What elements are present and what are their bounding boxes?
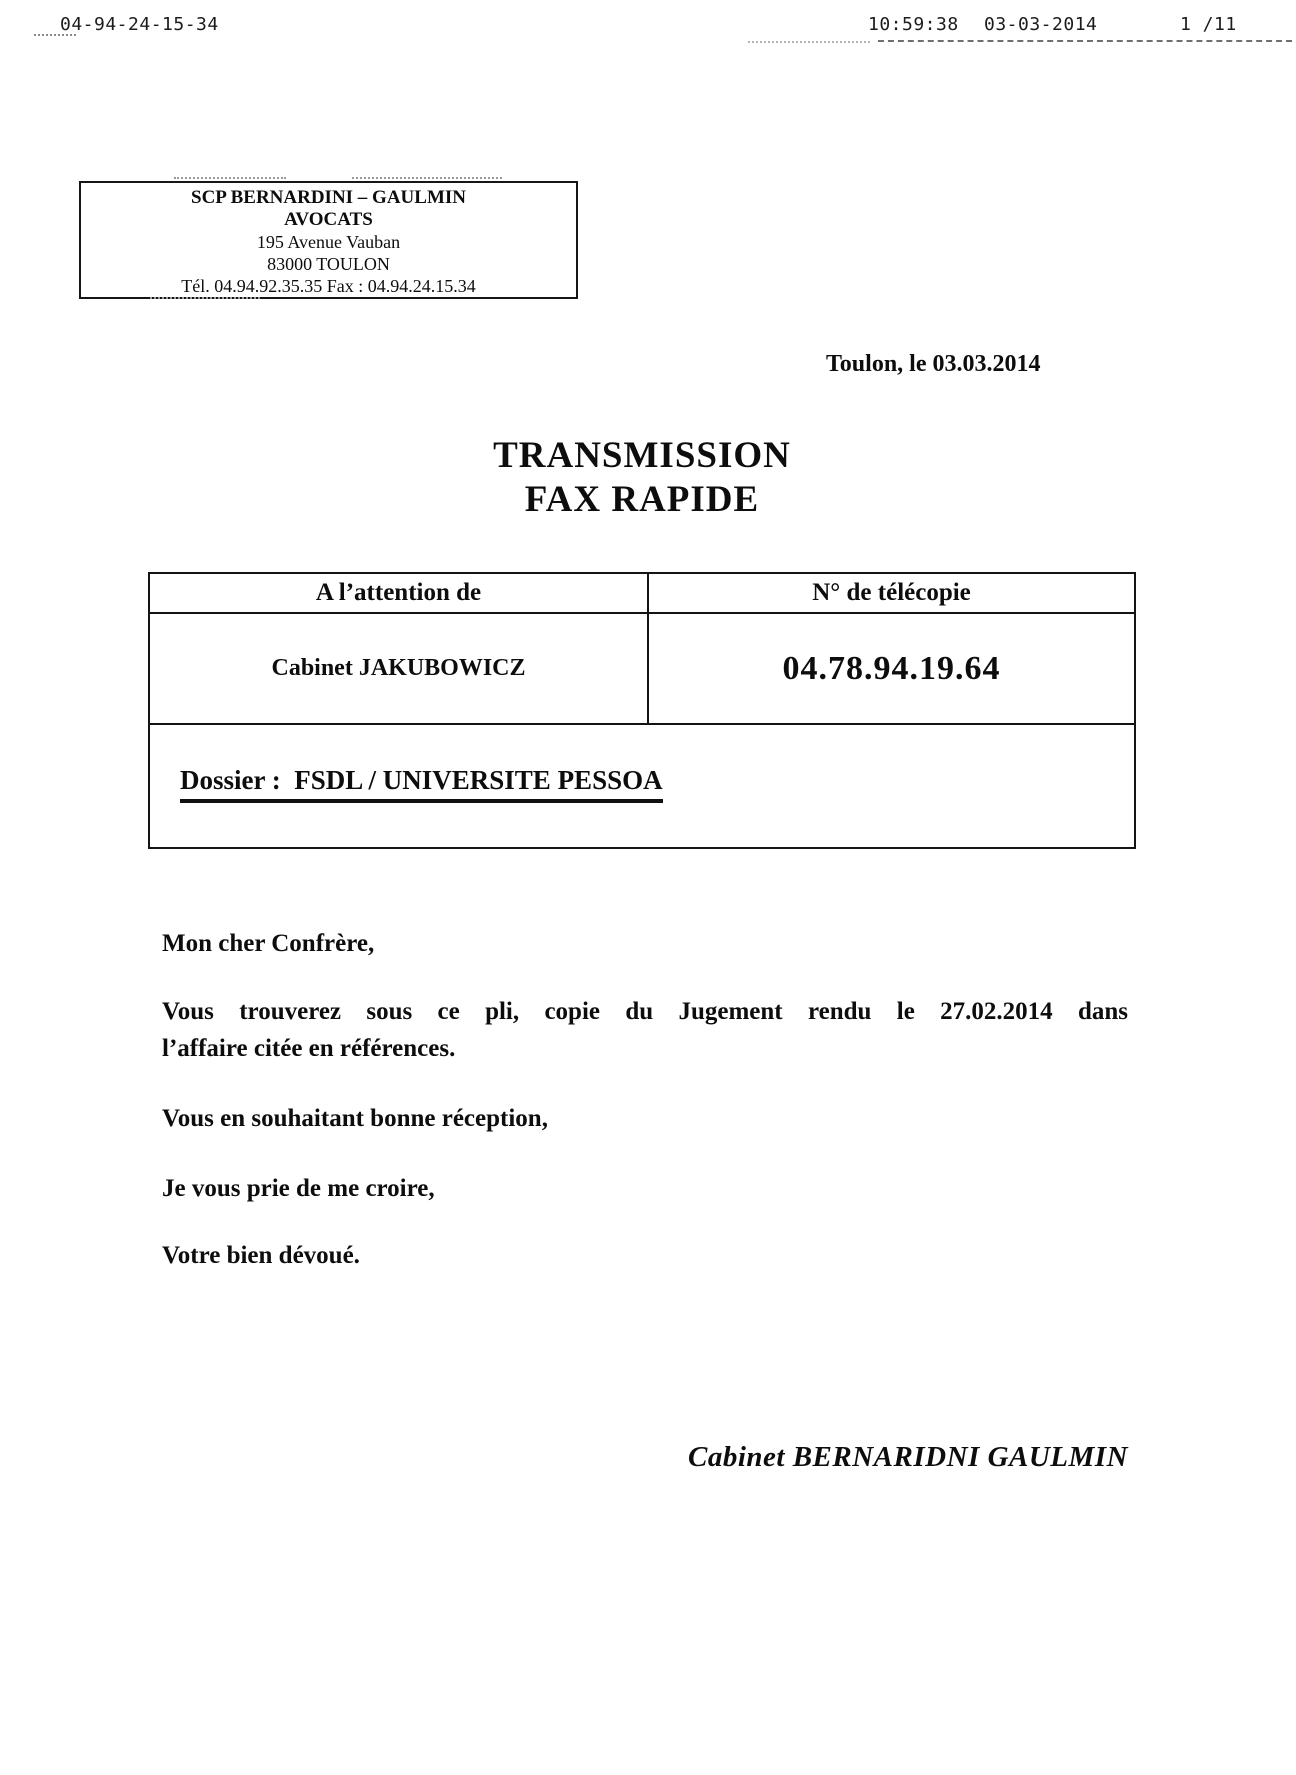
recipient-cell — [150, 614, 649, 723]
letterhead-address-street: 195 Avenue Vauban — [256, 232, 401, 252]
fax-header-dashed-rule — [878, 40, 1292, 42]
table-dossier-row — [150, 725, 1134, 847]
document-title-line2: FAX RAPIDE — [524, 479, 760, 520]
dossier-reference: Dossier : FSDL / UNIVERSITE PESSOA — [180, 765, 663, 803]
letterhead-firm-name: SCP BERNARDINI – GAULMIN — [191, 187, 466, 208]
letter-signature: Cabinet BERNARIDNI GAULMIN — [688, 1441, 1129, 1473]
paragraph-1-line-1: Vous trouverez sous ce pli, copie du Jugement rendu le 27.02.2014 dans — [162, 998, 1128, 1025]
attention-column-header: A l’attention de — [315, 579, 482, 606]
letter-paragraph-4: Votre bien dévoué. — [162, 1242, 360, 1269]
letter-paragraph-1 — [162, 993, 1128, 1067]
paragraph-1-line-2: l’affaire citée en références. — [162, 1035, 456, 1062]
letterhead-phone-fax: Tél. 04.94.92.35.35 Fax : 04.94.24.15.34 — [181, 276, 476, 296]
fax-timestamp-date: 03-03-2014 — [984, 14, 1098, 35]
letterhead-box — [79, 181, 578, 299]
letter-paragraph-2: Vous en souhaitant bonne réception, — [162, 1105, 548, 1132]
fax-header-dotted-rule — [748, 41, 870, 43]
table-recipient-row — [150, 614, 1134, 725]
scan-artifact-dash — [174, 177, 286, 179]
fax-timestamp-time: 10:59:38 — [868, 14, 959, 35]
fax-sender-number: 04-94-24-15-34 — [60, 14, 219, 35]
recipient-fax-number: 04.78.94.19.64 — [782, 649, 1001, 687]
letter-paragraph-3: Je vous prie de me croire, — [162, 1175, 435, 1202]
recipient-name: Cabinet JAKUBOWICZ — [271, 655, 526, 681]
table-header-attention-cell — [150, 574, 649, 612]
fax-number-cell — [649, 614, 1134, 723]
scan-artifact-dash — [352, 177, 502, 179]
table-header-faxnumber-cell — [649, 574, 1134, 612]
scan-artifact-dash — [150, 297, 260, 299]
faxnumber-column-header: N° de télécopie — [812, 579, 971, 606]
fax-page-indicator: 1 /11 — [1180, 14, 1237, 35]
scan-artifact-squiggle — [34, 34, 76, 36]
letterhead-address-city: 83000 TOULON — [267, 254, 390, 274]
letter-salutation: Mon cher Confrère, — [162, 930, 375, 957]
document-title — [148, 434, 1136, 522]
letterhead-profession: AVOCATS — [284, 209, 373, 230]
fax-routing-table — [148, 572, 1136, 849]
letter-dateline: Toulon, le 03.03.2014 — [826, 351, 1041, 377]
table-header-row — [150, 574, 1134, 614]
document-title-line1: TRANSMISSION — [493, 435, 791, 476]
